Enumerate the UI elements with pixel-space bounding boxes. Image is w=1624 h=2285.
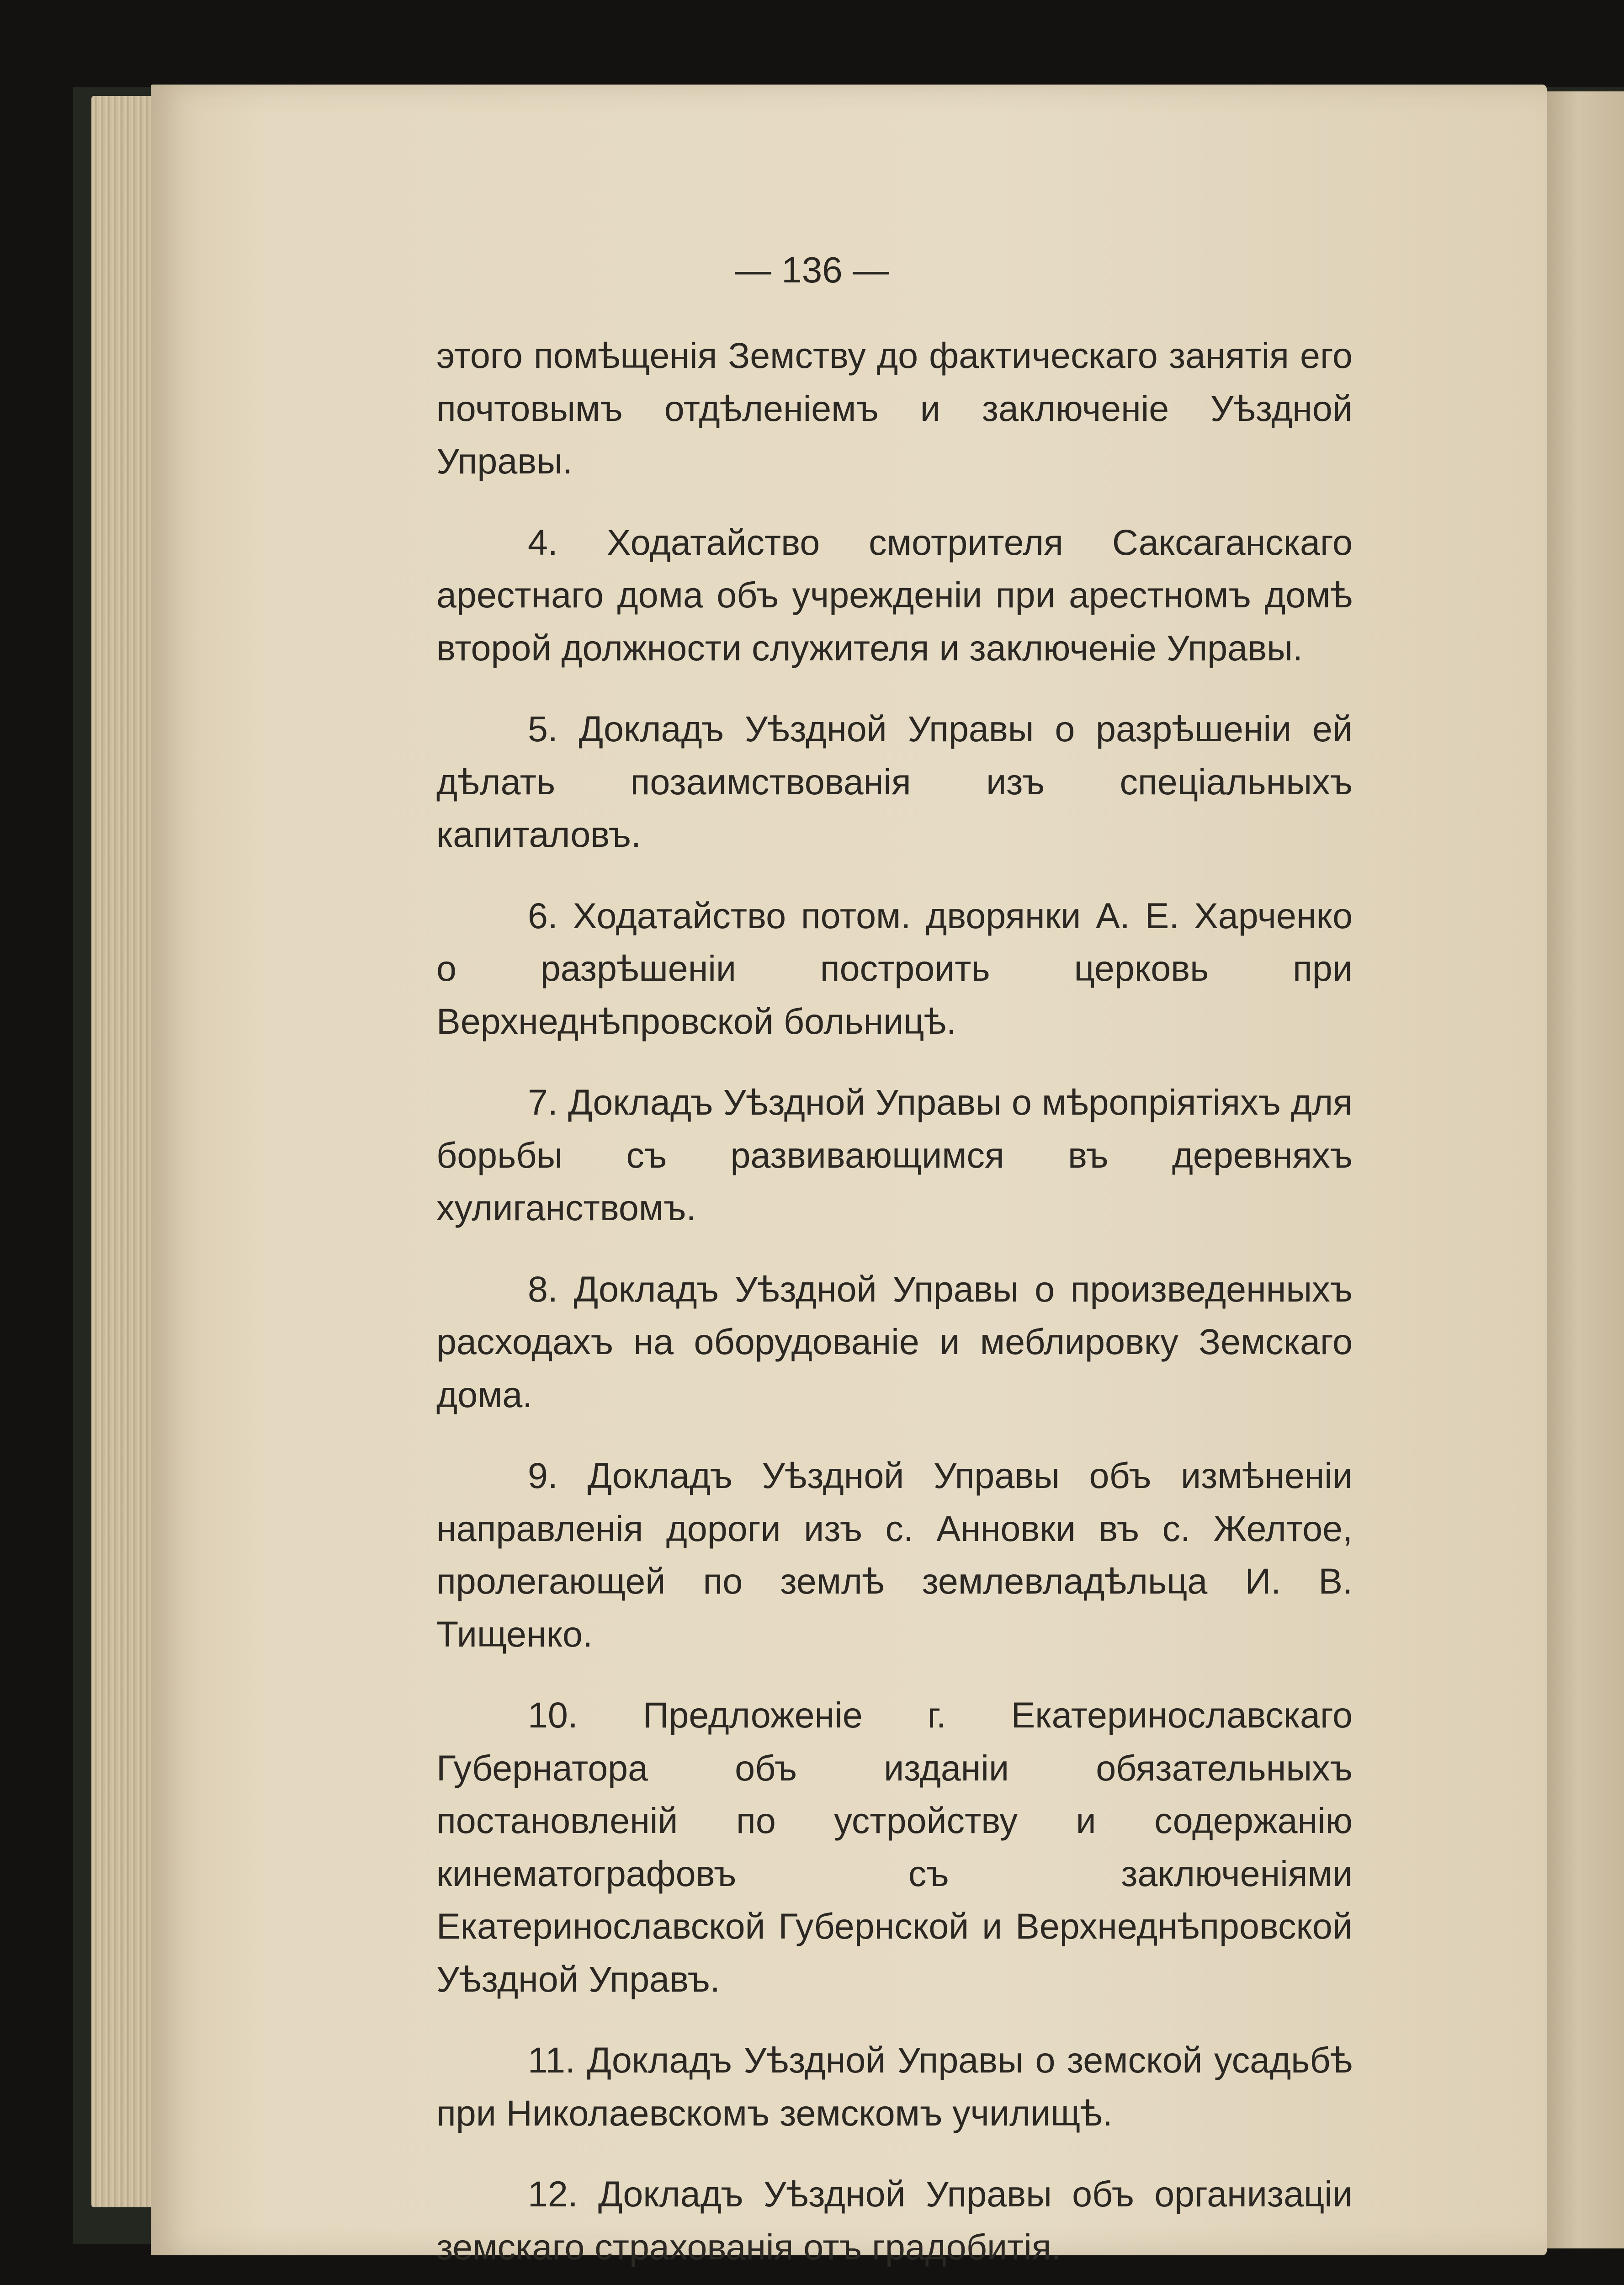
- agenda-item-6: 6. Ходатайство потом. дворянки А. Е. Харченко о разрѣшеніи построить церковь при Верхнеднѣпровской больницѣ.: [436, 895, 1353, 1042]
- agenda-item-5: 5. Докладъ Уѣздной Управы о разрѣшеніи ей дѣлать позаимствованія изъ спеціальныхъ капиталовъ.: [436, 708, 1353, 855]
- agenda-item-4: 4. Ходатайство смотрителя Саксаганскаго арестнаго дома объ учрежденіи при арестномъ домѣ второй должности служителя и заключеніе Управы.: [436, 521, 1353, 668]
- agenda-item-7: 7. Докладъ Уѣздной Управы о мѣропріятіяхъ для борьбы съ развивающимся въ деревняхъ хулиганствомъ.: [436, 1082, 1353, 1228]
- agenda-item-11: 11. Докладъ Уѣздной Управы о земской усадьбѣ при Николаевскомъ земскомъ училищѣ.: [436, 2040, 1353, 2133]
- next-page-edge: [1547, 91, 1624, 2248]
- agenda-item-8: 8. Докладъ Уѣздной Управы о произведенныхъ расходахъ на оборудованіе и меблировку Земскаго дома.: [436, 1268, 1353, 1415]
- agenda-item-12: 12. Докладъ Уѣздной Управы объ организаціи земскаго страхованія отъ градобитія.: [436, 2173, 1353, 2267]
- page-text: [436, 329, 1353, 2285]
- page-number: — 136 —: [735, 250, 889, 290]
- agenda-item-9: 9. Докладъ Уѣздной Управы объ измѣненіи направленія дороги изъ с. Анновки въ с. Желтое, пролегающей по землѣ землевладѣльца И. В. Тищенко.: [436, 1455, 1353, 1654]
- paragraph-continuation: этого помѣщенія Земству до фактическаго занятія его почтовымъ отдѣленіемъ и заключеніе Уѣздной Управы.: [436, 335, 1353, 481]
- agenda-item-10: 10. Предложеніе г. Екатеринославскаго Губернатора объ изданіи обязательныхъ постановленій по устройству и содержанію кинематографовъ съ заключеніями Екатеринославской Губернской и Верхнеднѣпровской Уѣздной Управъ.: [436, 1695, 1353, 1999]
